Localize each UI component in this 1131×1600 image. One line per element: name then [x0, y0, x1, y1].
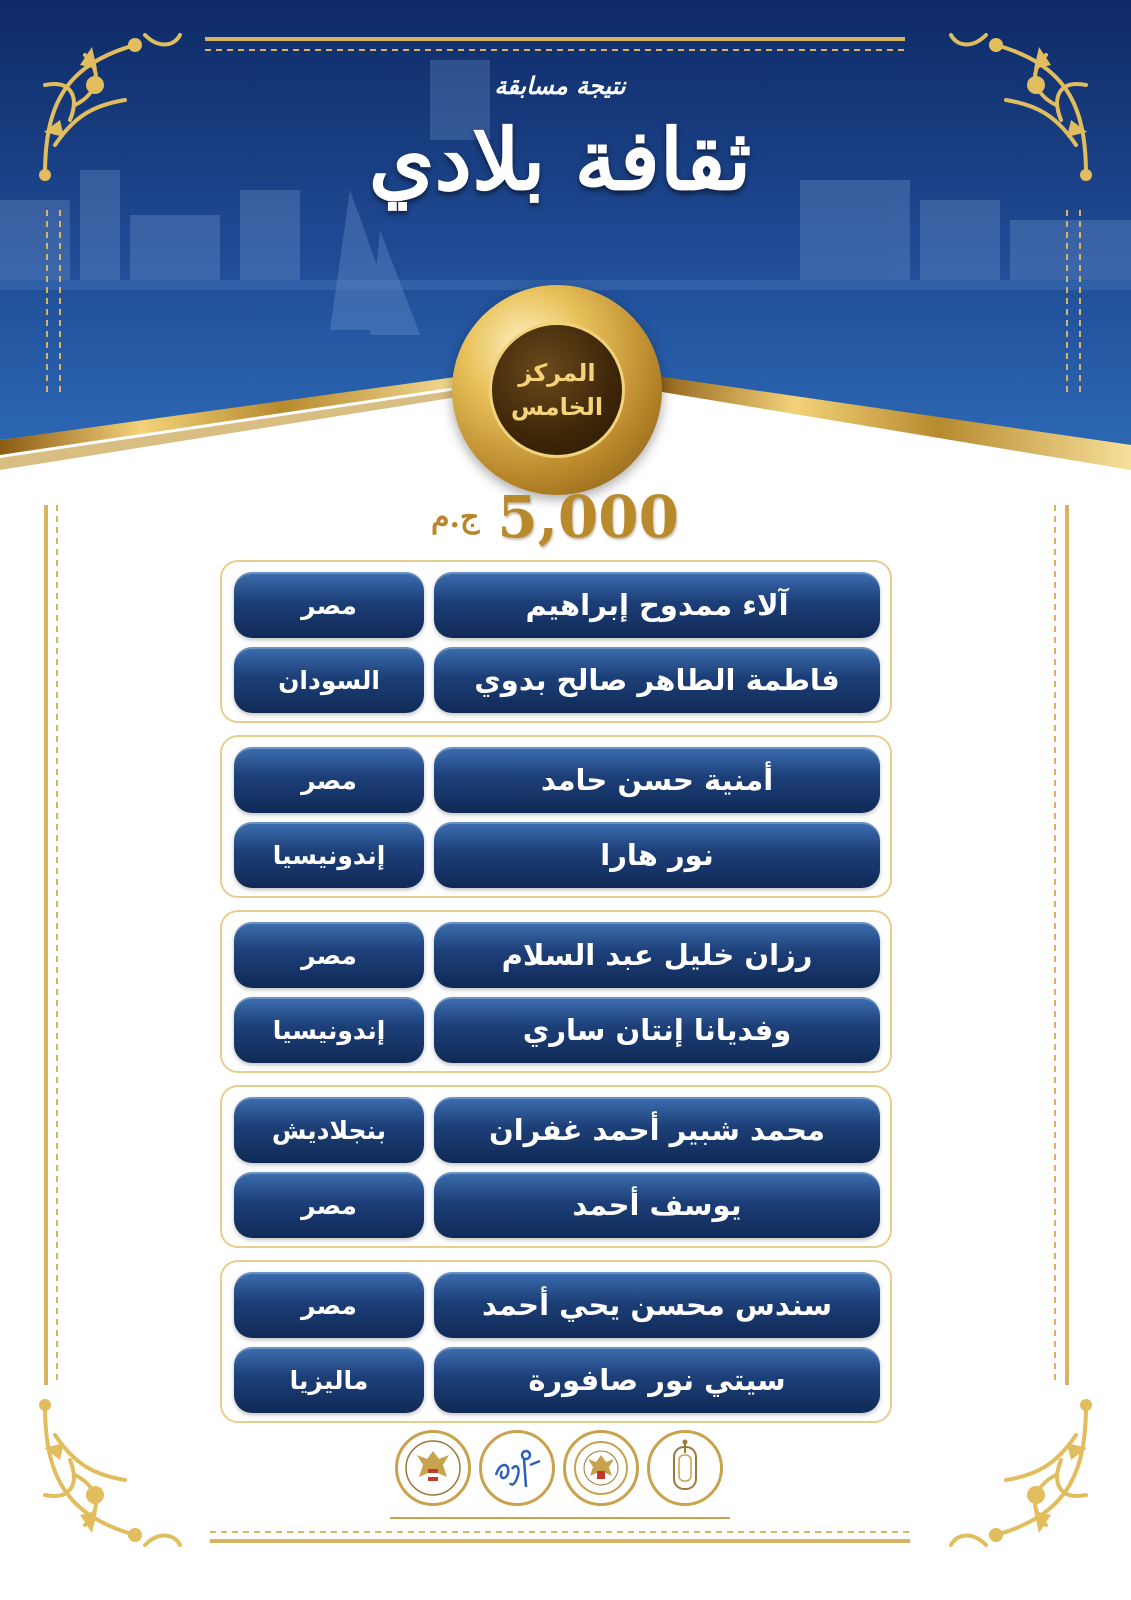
- winners-list: [220, 560, 892, 1435]
- winner-row: [234, 1272, 880, 1338]
- contest-subtitle: نتيجة مسابقة: [494, 72, 626, 100]
- ornament-top-left-icon: [25, 25, 185, 185]
- rank-badge-line1: المركز: [518, 359, 596, 387]
- rank-badge-line2: الخامس: [510, 393, 604, 421]
- winner-name: محمد شبير أحمد غفران: [434, 1097, 880, 1163]
- winner-group: [220, 910, 892, 1073]
- left-border-lines: [40, 505, 70, 1385]
- egypt-logo-icon: [479, 1430, 555, 1506]
- rank-badge-inner: [489, 322, 625, 458]
- winner-name: أمنية حسن حامد: [434, 747, 880, 813]
- winner-country: مصر: [234, 1272, 424, 1338]
- winner-row: [234, 1347, 880, 1413]
- winner-name: رزان خليل عبد السلام: [434, 922, 880, 988]
- prize-amount-block: [380, 482, 730, 552]
- winner-group: [220, 1260, 892, 1423]
- winner-country: إندونيسيا: [234, 997, 424, 1063]
- ornament-bottom-right-icon: [946, 1395, 1106, 1555]
- logos-underline: [390, 1515, 730, 1521]
- winner-row: [234, 647, 880, 713]
- winner-row: [234, 822, 880, 888]
- winner-name: نور هارا: [434, 822, 880, 888]
- eagle-emblem-icon: [395, 1430, 471, 1506]
- prize-currency: ج.م: [430, 499, 480, 535]
- winner-row: [234, 922, 880, 988]
- winner-name: فاطمة الطاهر صالح بدوي: [434, 647, 880, 713]
- right-border-lines: [1045, 505, 1075, 1385]
- winner-group: [220, 735, 892, 898]
- al-azhar-emblem-icon: [647, 1430, 723, 1506]
- winner-name: آلاء ممدوح إبراهيم: [434, 572, 880, 638]
- winner-group: [220, 1085, 892, 1248]
- winner-row: [234, 747, 880, 813]
- rank-badge: [452, 285, 662, 495]
- bottom-gold-rule: [210, 1530, 910, 1544]
- ornament-top-right-icon: [946, 25, 1106, 185]
- winner-country: مصر: [234, 1172, 424, 1238]
- winner-country: مصر: [234, 747, 424, 813]
- winner-group: [220, 560, 892, 723]
- winner-name: يوسف أحمد: [434, 1172, 880, 1238]
- winner-row: [234, 997, 880, 1063]
- ministry-tourism-antiquities-icon: [563, 1430, 639, 1506]
- winner-country: إندونيسيا: [234, 822, 424, 888]
- winner-country: بنجلاديش: [234, 1097, 424, 1163]
- winner-name: سيتي نور صافورة: [434, 1347, 880, 1413]
- contest-title: ثقافة بلادي: [368, 110, 752, 209]
- winner-country: مصر: [234, 572, 424, 638]
- winner-row: [234, 1097, 880, 1163]
- winner-name: سندس محسن يحي أحمد: [434, 1272, 880, 1338]
- winner-name: وفديانا إنتان ساري: [434, 997, 880, 1063]
- winner-country: السودان: [234, 647, 424, 713]
- sponsor-logos: [395, 1430, 725, 1510]
- prize-amount: 5,000: [497, 483, 679, 551]
- winner-country: مصر: [234, 922, 424, 988]
- winner-row: [234, 1172, 880, 1238]
- ornament-bottom-left-icon: [25, 1395, 185, 1555]
- winner-country: ماليزيا: [234, 1347, 424, 1413]
- winner-row: [234, 572, 880, 638]
